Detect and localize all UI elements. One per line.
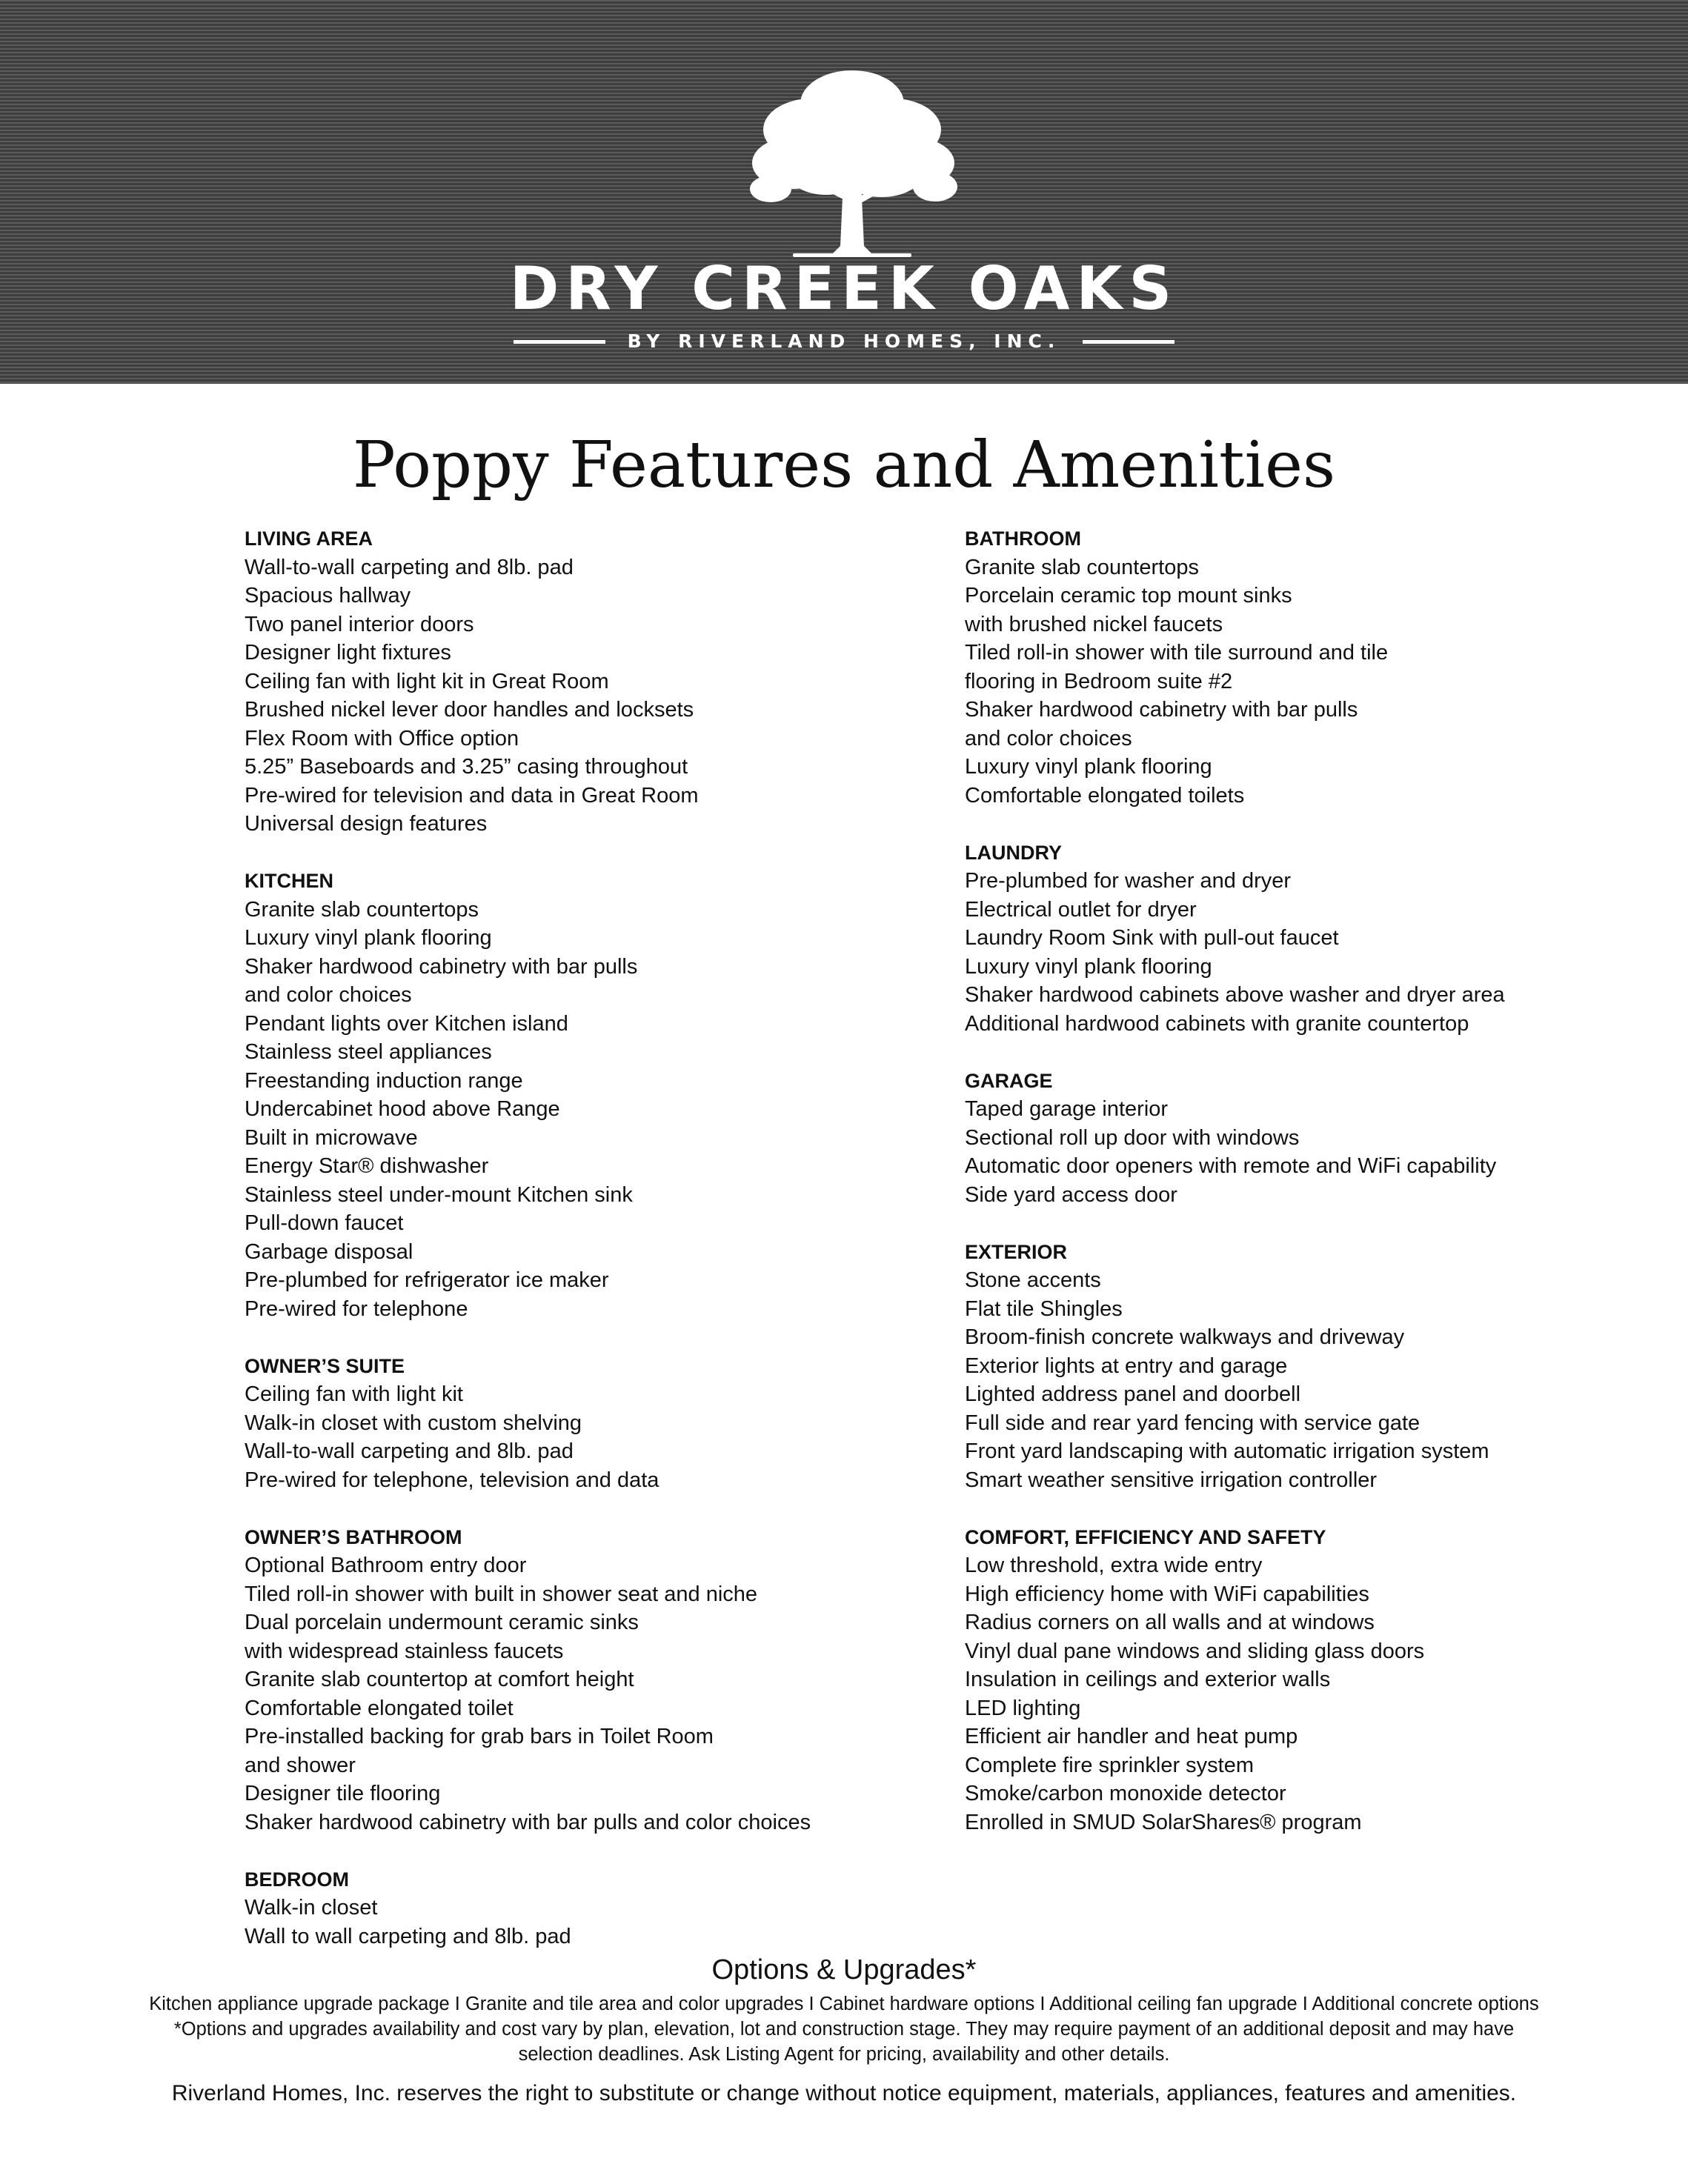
feature-item: Front yard landscaping with automatic irrigation system <box>965 1439 1489 1463</box>
feature-item: Walk-in closet <box>245 1896 378 1920</box>
section-heading: OWNER’S BATHROOM <box>245 1525 462 1548</box>
feature-item: Designer light fixtures <box>245 641 451 665</box>
section-heading: EXTERIOR <box>965 1240 1068 1263</box>
feature-item: Luxury vinyl plank flooring <box>965 755 1212 779</box>
feature-list <box>965 1551 1632 1837</box>
feature-list <box>245 1894 911 1951</box>
feature-item: Efficient air handler and heat pump <box>965 1725 1298 1748</box>
feature-list <box>245 896 911 1324</box>
options-note: *Options and upgrades availability and cost vary by plan, elevation, lot and construction stage. They may require payment of an additional deposit and may have selection deadlines. Ask Listing Agent for pricing, availability and other details. <box>173 2019 1515 2065</box>
feature-item: and shower <box>245 1753 356 1777</box>
feature-item: Stone accents <box>965 1268 1101 1292</box>
feature-item: Electrical outlet for dryer <box>965 897 1197 922</box>
feature-item: Freestanding induction range <box>245 1068 523 1093</box>
section-owner-s-bathroom <box>245 1523 911 1837</box>
feature-item: Pre-plumbed for refrigerator ice maker <box>245 1268 609 1292</box>
feature-item: Low threshold, extra wide entry <box>965 1554 1263 1577</box>
feature-item: Luxury vinyl plank flooring <box>245 926 492 950</box>
section-heading: LAUNDRY <box>965 841 1062 864</box>
feature-item: Granite slab countertop at comfort height <box>245 1668 634 1691</box>
section-exterior <box>965 1238 1632 1495</box>
section-heading: OWNER’S SUITE <box>245 1354 405 1377</box>
feature-item: 5.25” Baseboards and 3.25” casing throughout <box>245 755 688 779</box>
feature-item: and color choices <box>965 726 1132 750</box>
feature-list <box>245 1380 911 1494</box>
feature-item: Pre-wired for television and data in Great Room <box>245 783 699 808</box>
section-heading: COMFORT, EFFICIENCY AND SAFETY <box>965 1525 1326 1548</box>
section-heading: GARAGE <box>965 1069 1053 1092</box>
feature-item: Full side and rear yard fencing with service gate <box>965 1411 1420 1435</box>
feature-item: Shaker hardwood cabinets above washer and dryer area <box>965 983 1505 1007</box>
feature-item: Smoke/carbon monoxide detector <box>965 1782 1286 1805</box>
feature-list <box>965 553 1632 810</box>
feature-item: Porcelain ceramic top mount sinks <box>965 584 1292 607</box>
oak-tree-icon <box>741 52 963 274</box>
brand-subtitle: BY RIVERLAND HOMES, INC. <box>627 330 1061 352</box>
page-title: Poppy Features and Amenities <box>352 428 1336 502</box>
feature-item: Pull-down faucet <box>245 1211 404 1235</box>
feature-item: Universal design features <box>245 812 488 836</box>
header-banner <box>0 0 1688 384</box>
feature-item: Stainless steel appliances <box>245 1040 492 1064</box>
feature-item: Tiled roll-in shower with tile surround and tile <box>965 641 1389 665</box>
feature-item: and color choices <box>245 983 412 1007</box>
feature-item: Stainless steel under-mount Kitchen sink <box>245 1182 633 1207</box>
feature-item: Shaker hardwood cabinetry with bar pulls <box>965 698 1358 722</box>
section-garage <box>965 1067 1632 1210</box>
section-owner-s-suite <box>245 1352 911 1495</box>
feature-item: Additional hardwood cabinets with granite countertop <box>965 1011 1469 1036</box>
feature-item: Wall to wall carpeting and 8lb. pad <box>245 1924 571 1948</box>
feature-item: Enrolled in SMUD SolarShares® program <box>965 1810 1362 1834</box>
feature-item: Walk-in closet with custom shelving <box>245 1411 582 1435</box>
feature-item: Comfortable elongated toilet <box>245 1696 514 1720</box>
feature-item: Granite slab countertops <box>965 555 1199 579</box>
feature-item: flooring in Bedroom suite #2 <box>965 669 1233 693</box>
feature-item: Undercabinet hood above Range <box>245 1097 560 1121</box>
section-heading: BEDROOM <box>245 1868 349 1891</box>
section-laundry <box>965 839 1632 1039</box>
feature-item: Flat tile Shingles <box>965 1296 1123 1321</box>
feature-item: Built in microwave <box>245 1125 418 1150</box>
divider <box>514 340 605 344</box>
feature-item: Complete fire sprinkler system <box>965 1753 1254 1777</box>
feature-item: Lighted address panel and doorbell <box>965 1382 1301 1406</box>
feature-item: Laundry Room Sink with pull-out faucet <box>965 926 1339 950</box>
feature-item: LED lighting <box>965 1696 1081 1720</box>
feature-item: Radius corners on all walls and at windows <box>965 1611 1375 1634</box>
section-heading: BATHROOM <box>965 527 1081 550</box>
feature-item: Flex Room with Office option <box>245 726 519 750</box>
brand-subtitle-row <box>0 323 1688 360</box>
disclaimer: Riverland Homes, Inc. reserves the right to substitute or change without notice equipment, materials, appliances, features and amenities. <box>171 2081 1517 2105</box>
right-column <box>965 525 1632 1865</box>
feature-item: Comfortable elongated toilets <box>965 783 1245 808</box>
feature-item: Tiled roll-in shower with built in shower seat and niche <box>245 1582 758 1606</box>
section-heading: LIVING AREA <box>245 527 373 550</box>
feature-item: Broom-finish concrete walkways and driveway <box>965 1325 1405 1349</box>
feature-list <box>965 1095 1632 1209</box>
feature-item: Smart weather sensitive irrigation controller <box>965 1468 1378 1492</box>
feature-item: Dual porcelain undermount ceramic sinks <box>245 1611 639 1634</box>
brand-name: DRY CREEK OAKS <box>509 254 1179 323</box>
feature-item: Sectional roll up door with windows <box>965 1125 1300 1150</box>
section-bedroom <box>245 1865 911 1951</box>
feature-item: with widespread stainless faucets <box>245 1639 564 1663</box>
feature-list <box>965 867 1632 1038</box>
feature-item: with brushed nickel faucets <box>965 612 1223 636</box>
feature-item: Exterior lights at entry and garage <box>965 1354 1288 1378</box>
section-comfort-efficiency-and-safety <box>965 1523 1632 1837</box>
feature-item: Ceiling fan with light kit <box>245 1382 463 1406</box>
feature-item: Pre-wired for telephone, television and data <box>245 1468 659 1492</box>
feature-item: Vinyl dual pane windows and sliding glass doors <box>965 1639 1425 1663</box>
feature-item: Energy Star® dishwasher <box>245 1154 489 1178</box>
divider <box>1083 340 1174 344</box>
feature-list <box>965 1266 1632 1494</box>
feature-item: Automatic door openers with remote and WiFi capability <box>965 1154 1497 1178</box>
section-living-area <box>245 525 911 839</box>
feature-item: Pre-installed backing for grab bars in Toilet Room <box>245 1725 714 1748</box>
feature-item: Pendant lights over Kitchen island <box>245 1011 568 1036</box>
feature-item: Luxury vinyl plank flooring <box>965 954 1212 979</box>
section-bathroom <box>965 525 1632 810</box>
feature-list <box>245 1551 911 1837</box>
feature-item: Side yard access door <box>965 1182 1177 1207</box>
feature-item: Designer tile flooring <box>245 1782 441 1805</box>
options-title: Options & Upgrades* <box>711 1954 977 1985</box>
feature-item: Shaker hardwood cabinetry with bar pulls and color choices <box>245 1810 811 1834</box>
left-column <box>245 525 911 1980</box>
feature-item: High efficiency home with WiFi capabilities <box>965 1582 1369 1606</box>
options-list: Kitchen appliance upgrade package I Granite and tile area and color upgrades I Cabinet hardware options I Additional ceiling fan upgrade I Additional concrete options <box>149 1994 1539 2014</box>
feature-item: Ceiling fan with light kit in Great Room <box>245 669 609 693</box>
section-heading: KITCHEN <box>245 870 333 892</box>
feature-item: Insulation in ceilings and exterior walls <box>965 1668 1331 1691</box>
feature-item: Pre-wired for telephone <box>245 1296 468 1321</box>
feature-item: Optional Bathroom entry door <box>245 1554 527 1577</box>
feature-item: Taped garage interior <box>965 1097 1169 1121</box>
feature-item: Garbage disposal <box>245 1239 413 1264</box>
section-kitchen <box>245 867 911 1323</box>
feature-item: Brushed nickel lever door handles and locksets <box>245 698 694 722</box>
feature-item: Granite slab countertops <box>245 897 479 922</box>
feature-item: Pre-plumbed for washer and dryer <box>965 869 1292 893</box>
feature-item: Wall-to-wall carpeting and 8lb. pad <box>245 1439 574 1463</box>
feature-item: Shaker hardwood cabinetry with bar pulls <box>245 954 638 979</box>
feature-item: Wall-to-wall carpeting and 8lb. pad <box>245 555 574 579</box>
feature-item: Two panel interior doors <box>245 612 474 636</box>
feature-item: Spacious hallway <box>245 584 411 607</box>
feature-list <box>245 553 911 839</box>
